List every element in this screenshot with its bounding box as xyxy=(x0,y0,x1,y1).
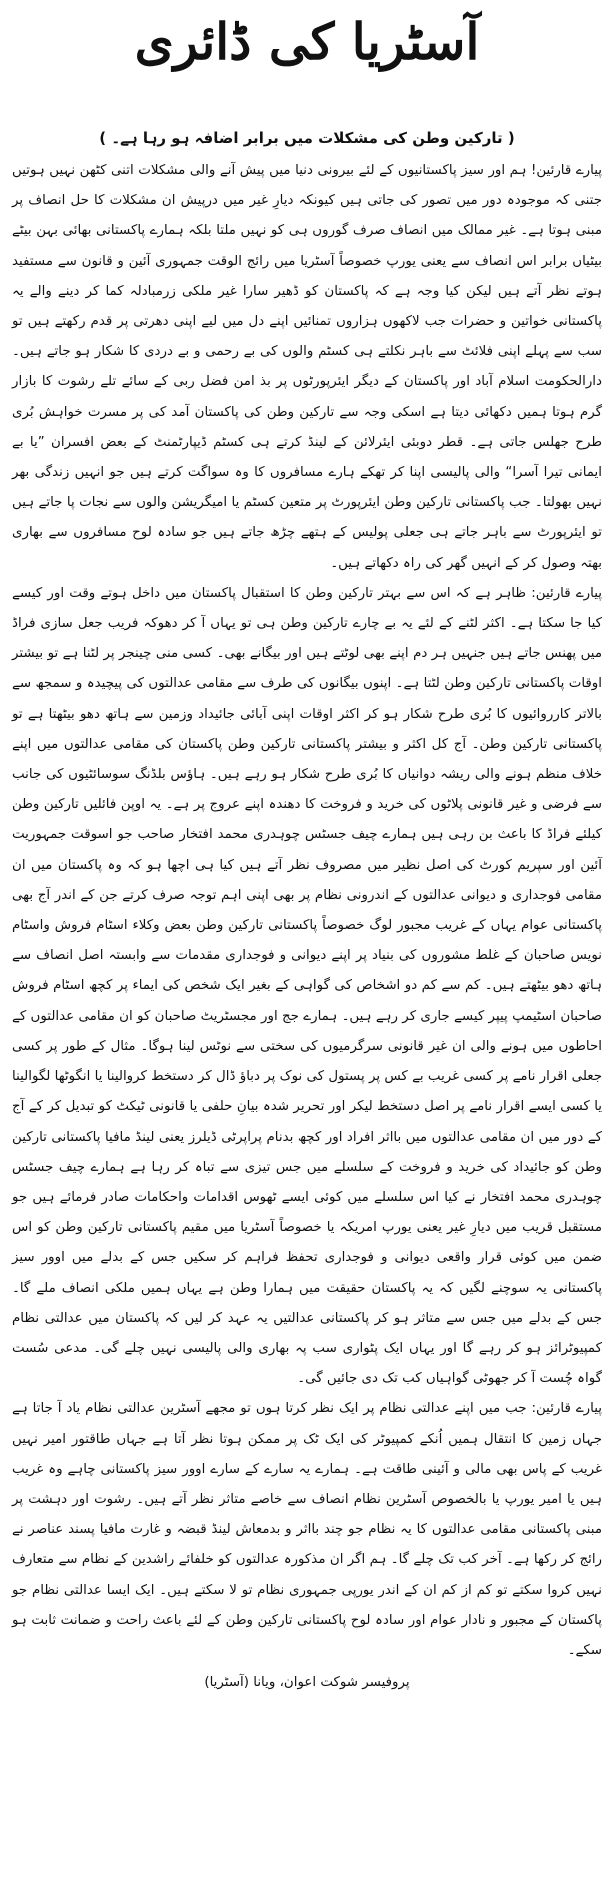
article-paragraph-1: پیارے قارئین! ہم اور سیز پاکستانیوں کے لئے بیرونی دنیا میں پیش آنے والی مشکلات اتنی کٹھن نہیں ہوتیں جتنی کہ موجودہ دور میں تصور کی جاتی ہیں کیونکہ دیارِ غیر میں درپیش ان مشکلات کا حل انصاف پر مبنی ہوتا ہے۔ غیر ممالک میں انصاف صرف گوروں ہی کو نہیں ملتا بلکہ ہمارے پاکستانی بھائی بہن بیٹے بیٹیاں برابر اس انصاف سے یعنی یورپ خصوصاً آسٹریا میں رائج الوقت جمہوری آئین و قانون سے مستفید ہوتے نظر آتے ہیں لیکن کیا وجہ ہے کہ پاکستان کو ڈھیر سارا غیر ملکی زرمبادلہ کما کر دینے والے یہ پاکستانی خواتین و حضرات جب لاکھوں ہزاروں تمنائیں اپنے دل میں لیے اپنی دھرتی پر قدم رکھتے ہیں تو سب سے پہلے اپنی فلائٹ سے باہر نکلتے ہی کسٹم والوں کی بے رحمی و بے دردی کا شکار ہو جاتے ہیں۔ دارالحکومت اسلام آباد اور پاکستان کے دیگر ایئرپورٹوں پر بذ امن فضل ربی کے سائے تلے رشوت کا بازار گرم ہوتا ہمیں دکھائی دیتا ہے اسکی وجہ سے تارکین وطن کی پاکستان آمد کی پر مسرت خواہش بُری طرح جھلس جاتی ہے۔ قطر دوبئی ایئرلائن کے لینڈ کرتے ہی کسٹم ڈیپارٹمنٹ کے بعض افسران ”یا بے ایمانی تیرا آسرا“ والی پالیسی اپنا کر تھکے ہارے مسافروں کا وہ سواگت کرتے ہیں جو انہیں زندگی بھر نہیں بھولتا۔ جب پاکستانی تارکین وطن ایئرپورٹ پر متعین کسٹم یا امیگریشن والوں سے نجات پا جاتے ہیں تو ایئرپورٹ سے باہر جاتے ہی جعلی پولیس کے ہتھے چڑھ جاتے ہیں جو سادہ لوح مسافروں سے بھاری بھتہ وصول کر کے انہیں گھر کی راہ دکھاتے ہیں۔ xyxy=(12,163,602,571)
article-paragraph-3: پیارے قارئین: جب میں اپنے عدالتی نظام پر ایک نظر کرتا ہوں تو مجھے آسٹرین عدالتی نظام یاد آ جاتا ہے جہاں زمین کا انتقال ہمیں اُنکے کمپیوٹر کی ایک ٹک پر ممکن ہوتا نظر آتا ہے جہاں طاقتور امیر نہیں غریب کے پاس بھی مالی و آئینی طاقت ہے۔ ہمارے یہ سارے کے سارے اوور سیز پاکستانی چاہے وہ غریب ہیں یا امیر یورپ یا بالخصوص آسٹرین نظام انصاف سے خاصے متاثر نظر آتے ہیں۔ رشوت اور دہشت پر مبنی پاکستانی مقامی عدالتوں کا یہ نظام جو چند بااثر و بدمعاش لینڈ قبضہ و غارت مافیا پسند عناصر نے رائج کر رکھا ہے۔ آخر کب تک چلے گا۔ ہم اگر ان مذکورہ عدالتوں کو خلفائے راشدین کے نظام سے متعارف نہیں کروا سکتے تو کم از کم ان کے اندر یورپی جمہوری نظام تو لا سکتے ہیں۔ ایک ایسا عدالتی نظام جو پاکستان کے مجبور و نادار عوام اور سادہ لوح پاکستانی تارکین وطن کے لئے باعث راحت و ضمانت ثابت ہو سکے۔ xyxy=(12,1401,602,1658)
author-byline: پروفیسر شوکت اعوان، ویانا (آسٹریا) xyxy=(204,1675,410,1691)
column-title: آسٹریا کی ڈائری xyxy=(134,12,480,71)
column-subtitle: ( تارکین وطن کی مشکلات میں برابر اضافہ ہو رہا ہے۔ ) xyxy=(99,129,515,147)
article-paragraph-2: پیارے قارئین: ظاہر ہے کہ اس سے بہتر تارکین وطن کا استقبال پاکستان میں داخل ہوتے وقت اور کیسے کیا جا سکتا ہے۔ اکثر لٹنے کے لئے یہ بے چارے تارکین وطن ہی تو یہاں آ کر دھوکہ فریب جعل سازی فراڈ میں پھنس جاتے ہیں جنہیں ہر دم اپنے بھی لوٹتے ہیں اور بیگانے بھی۔ کسی منی چینجر پر لٹنا ہے تو بیشتر اوقات پاکستانی تارکین وطن لٹتا ہے۔ اپنوں بیگانوں کی طرف سے مقامی عدالتوں کی پیچیدہ و سمجھ سے بالاتر کارروائیوں کا بُری طرح شکار ہو کر اکثر اوقات اپنی آبائی جائیداد وزمین سے ہاتھ دھو بیٹھتا ہے تو پاکستانی تارکین وطن۔ آج کل اکثر و بیشتر پاکستانی تارکین وطن پاکستان کی مقامی عدالتوں میں اپنے خلاف منظم ہونے والی ریشہ دوانیاں کا بُری طرح شکار ہو رہے ہیں۔ ہاؤس بلڈنگ سوسائٹیوں کی جانب سے فرضی و غیر قانونی پلاٹوں کی خرید و فروخت کا دھندہ اپنے عروج پر ہے۔ یہ اوپن فائلیں تارکین وطن کیلئے فراڈ کا باعث بن رہی ہیں ہمارے چیف جسٹس چوہدری محمد افتخار صاحب جو اسوقت جمہوریت آئین اور سپریم کورٹ کی اصل نظیر میں مصروف نظر آتے ہیں کیا ہی اچھا ہو کہ وہ پاکستان میں ان مقامی فوجداری و دیوانی عدالتوں کے اندرونی نظام پر بھی اپنی اہم توجہ صرف کرتے جن کے اندر آج بھی پاکستانی عوام یہاں کے غریب مجبور لوگ خصوصاً پاکستانی تارکین وطن بعض وکلاء اسٹام فروش واسٹام نویس صاحبان کے غلط مشوروں کی بنیاد پر اپنے دیوانی و فوجداری مقدمات سے وابستہ اصل انصاف سے ہاتھ دھو بیٹھتے ہیں۔ کم سے کم دو اشخاص کی گواہی کے بغیر ایک شخص کی ایماء پر کچھ اسٹام فروش صاحبان اسٹیمپ پیپر کیسے جاری کر رہے ہیں۔ ہمارے جج اور مجسٹریٹ صاحبان کو ان مقامی عدالتوں کے احاطوں میں ہونے والی ان غیر قانونی سرگرمیوں کی سختی سے نوٹس لینا ہوگا۔ مثال کے طور پر کسی جعلی اقرار نامے پر کسی غریب بے کس پر پستول کی نوک پر دباؤ ڈال کر دستخط کروالینا یا انگوٹھا لگوالینا یا کسی ایسے اقرار نامے پر اصل دستخط لیکر اور تحریر شدہ بیانِ حلفی یا قانونی ٹیکٹ کو تبدیل کر کے آج کے دور میں ان مقامی عدالتوں میں بااثر افراد اور کچھ بدنام پراپرٹی ڈیلرز یعنی لینڈ مافیا پاکستانی تارکین وطن کو جائیداد کی خرید و فروخت کے سلسلے میں جس تیزی سے تباہ کر رہا ہے ہمارے چیف جسٹس چوہدری محمد افتخار نے کیا اس سلسلے میں کوئی ایسے ٹھوس اقدامات واحکامات صادر فرمائے ہیں جو مستقبل قریب میں دیارِ غیر یعنی یورپ امریکہ یا خصوصاً آسٹریا میں مقیم پاکستانی تارکین وطن کو اس ضمن میں کوئی قرار واقعی دیوانی و فوجداری تحفظ فراہم کر سکیں جس کے بدلے میں اوور سیز پاکستانی یہ سوچنے لگیں کہ یہ پاکستان حقیقت میں ہمارا وطن ہے یہاں ہمیں ملکی انصاف ملے گا۔ جس کے بدلے میں جس سے متاثر ہو کر پاکستانی عدالتیں یہ عہد کر لیں کہ پاکستان میں عدالتی نظام کمپیوٹرائز ہو کر رہے گا اور یہاں ایک پٹواری سب پہ بھاری والی پالیسی نہیں چلے گی۔ مدعی سُست گواہ چُست آ کر جھوٹی گواہیاں کب تک دی جائیں گی۔ xyxy=(12,585,602,1387)
